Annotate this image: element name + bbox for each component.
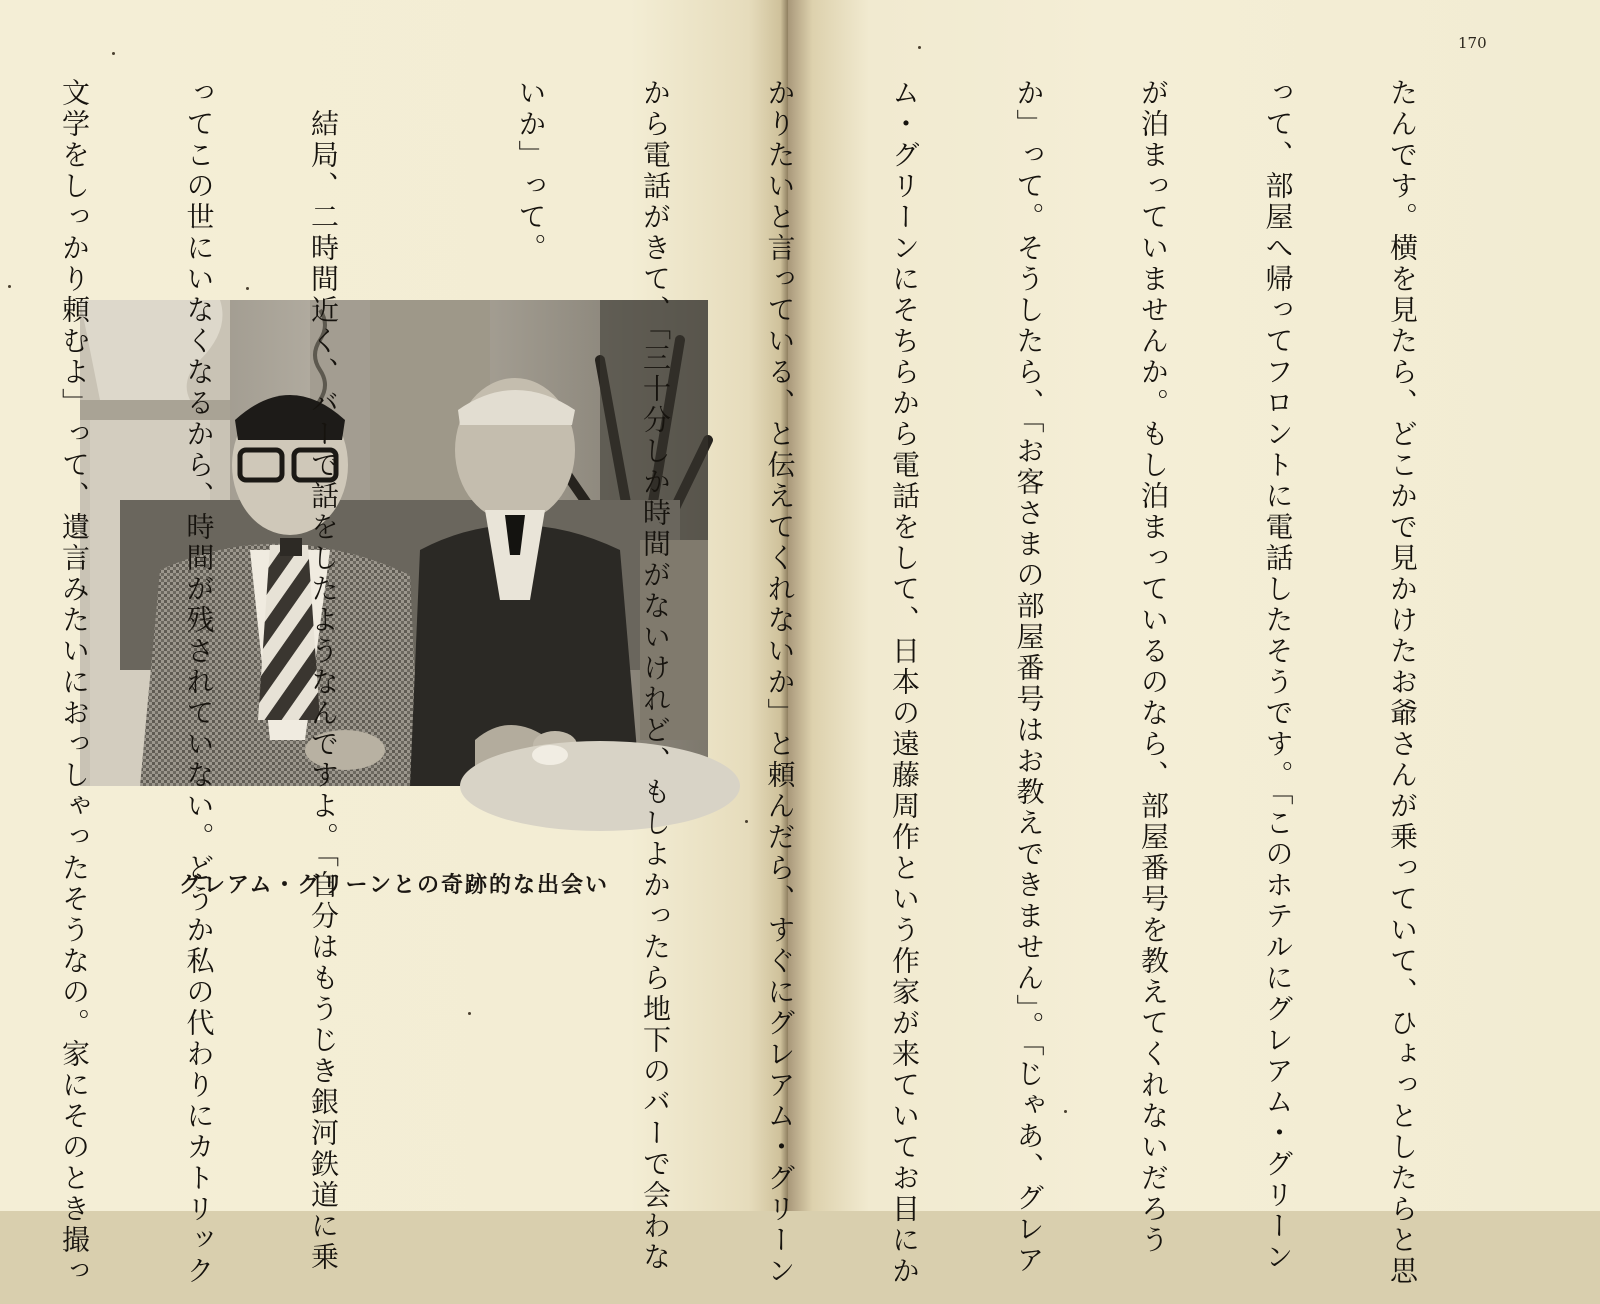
text-line: ム・グリーンにそちらから電話をして、日本の遠藤周作という作家が来ていてお目にか <box>888 78 921 1287</box>
text-line: ってこの世にいなくなるから、時間が残されていない。どうか私の代わりにカトリック <box>182 78 216 1287</box>
text-line: 文学をしっかり頼むよ」って、遺言みたいにおっしゃったそうなの。家にそのとき撮っ <box>58 78 91 1287</box>
text-line: かりたいと言っている、と伝えてくれないか」と頼んだら、すぐにグレアム・グリーン <box>763 78 797 1287</box>
text-line: が泊まっていませんか。もし泊まっているのなら、部屋番号を教えてくれないだろう <box>1137 78 1170 1256</box>
text-line: 結局、二時間近く、バーで話をしたようなんですよ。「自分はもうじき銀河鉄道に乗 <box>307 78 340 1273</box>
photo-caption: グレアム・グリーンとの奇跡的な出会い <box>178 873 610 898</box>
paper-speck <box>112 52 115 55</box>
text-line: か」って。そうしたら、「お客さまの部屋番号はお教えできません」。「じゃあ、グレア <box>1012 78 1046 1276</box>
text-line: いか」って。 <box>514 78 548 264</box>
text-line: から電話がきて、「三十分しか時間がないけれど、もしよかったら地下のバーで会わな <box>639 78 672 1273</box>
page-number: 170 <box>1458 34 1487 52</box>
text-line: たんです。横を見たら、どこかで見かけたお爺さんが乗っていて、ひょっとしたらと思 <box>1386 78 1419 1287</box>
paper-speck <box>918 46 921 49</box>
text-line: って、部屋へ帰ってフロントに電話したそうです。「このホテルにグレアム・グリーン <box>1261 78 1295 1273</box>
